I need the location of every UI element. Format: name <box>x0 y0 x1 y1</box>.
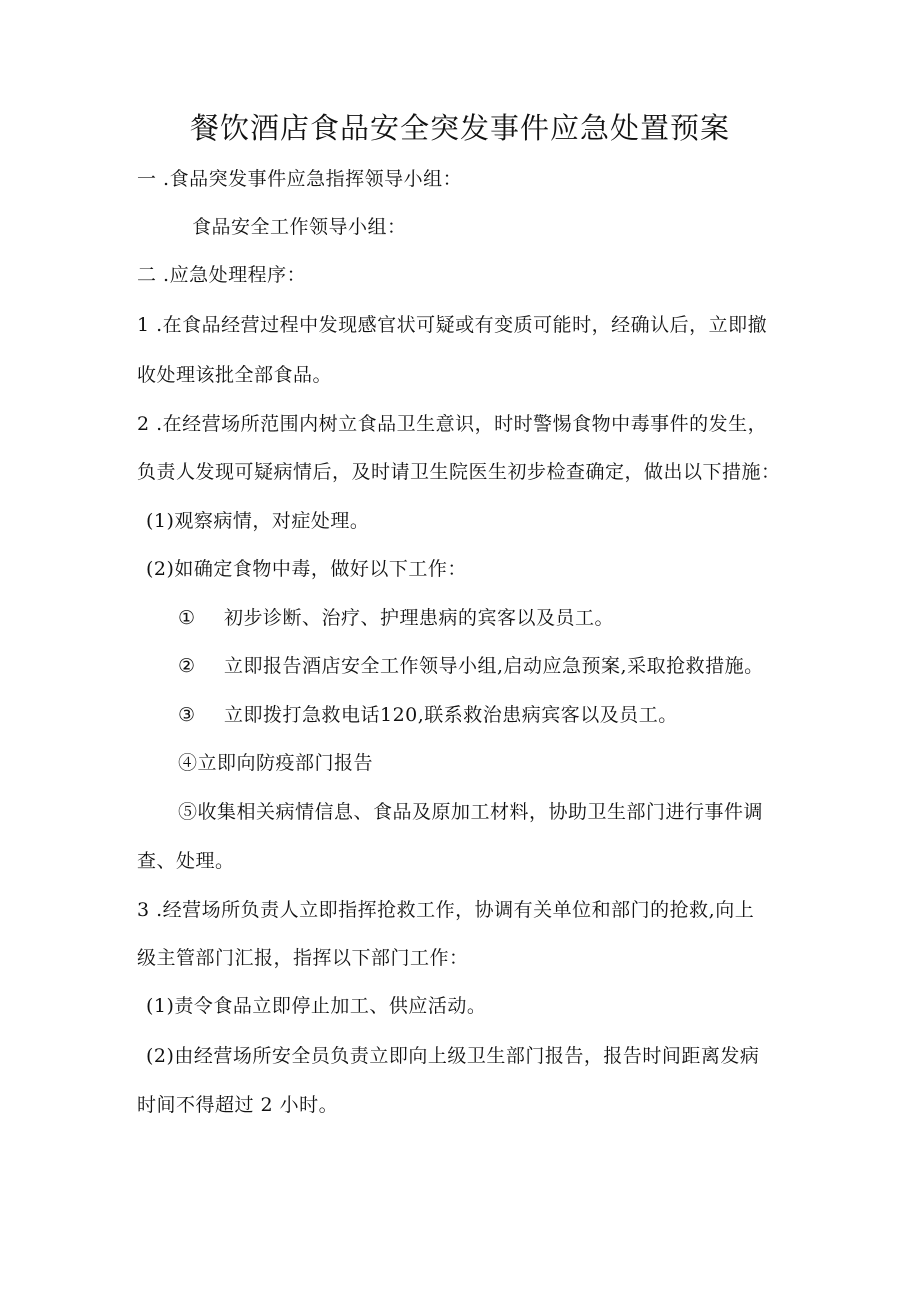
step-marker: ③ <box>178 704 196 726</box>
item2-line2: 负责人发现可疑病情后，及时请卫生院医生初步检查确定，做出以下措施： <box>137 461 781 483</box>
step-item <box>178 603 614 633</box>
step-5-line1: ⑤收集相关病情信息、食品及原加工材料，协助卫生部门进行事件调 <box>178 801 764 823</box>
step-5-line2: 查、处理。 <box>137 850 235 872</box>
step-text: 初步诊断、治疗、护理患病的宾客以及员工。 <box>224 607 615 629</box>
item2-sub2: (2)如确定食物中毒，做好以下工作： <box>146 558 467 580</box>
step-item <box>178 700 678 730</box>
item3-sub1: (1)责令食品立即停止加工、供应活动。 <box>146 995 487 1017</box>
document-title: 餐饮酒店食品安全突发事件应急处置预案 <box>189 111 730 145</box>
item3-line2: 级主管部门汇报，指挥以下部门工作： <box>137 947 469 969</box>
section-heading-1: 一 .食品突发事件应急指挥领导小组： <box>137 168 463 190</box>
step-text: 立即报告酒店安全工作领导小组,启动应急预案,采取抢救措施。 <box>224 655 764 677</box>
step-4: ④立即向防疫部门报告 <box>178 752 374 774</box>
step-text: 立即拨打急救电话120,联系救治患病宾客以及员工。 <box>224 704 678 726</box>
section-heading-2: 二 .应急处理程序： <box>137 264 307 286</box>
item3-sub2-line2: 时间不得超过 2 小时。 <box>137 1094 339 1116</box>
section-subheading: 食品安全工作领导小组： <box>192 216 407 238</box>
item2-line1: 2 .在经营场所范围内树立食品卫生意识，时时警惕食物中毒事件的发生， <box>137 413 768 435</box>
step-item <box>178 651 764 681</box>
item1-line2: 收处理该批全部食品。 <box>137 364 333 386</box>
step-marker: ② <box>178 655 196 677</box>
item1-line1: 1 .在食品经营过程中发现感官状可疑或有变质可能时，经确认后，立即撤 <box>137 314 768 336</box>
step-marker: ① <box>178 607 196 629</box>
item3-line1: 3 .经营场所负责人立即指挥抢救工作，协调有关单位和部门的抢救,向上 <box>137 899 755 921</box>
item3-sub2-line1: (2)由经营场所安全员负责立即向上级卫生部门报告，报告时间距离发病 <box>146 1045 760 1067</box>
item2-sub1: (1)观察病情，对症处理。 <box>146 510 370 532</box>
